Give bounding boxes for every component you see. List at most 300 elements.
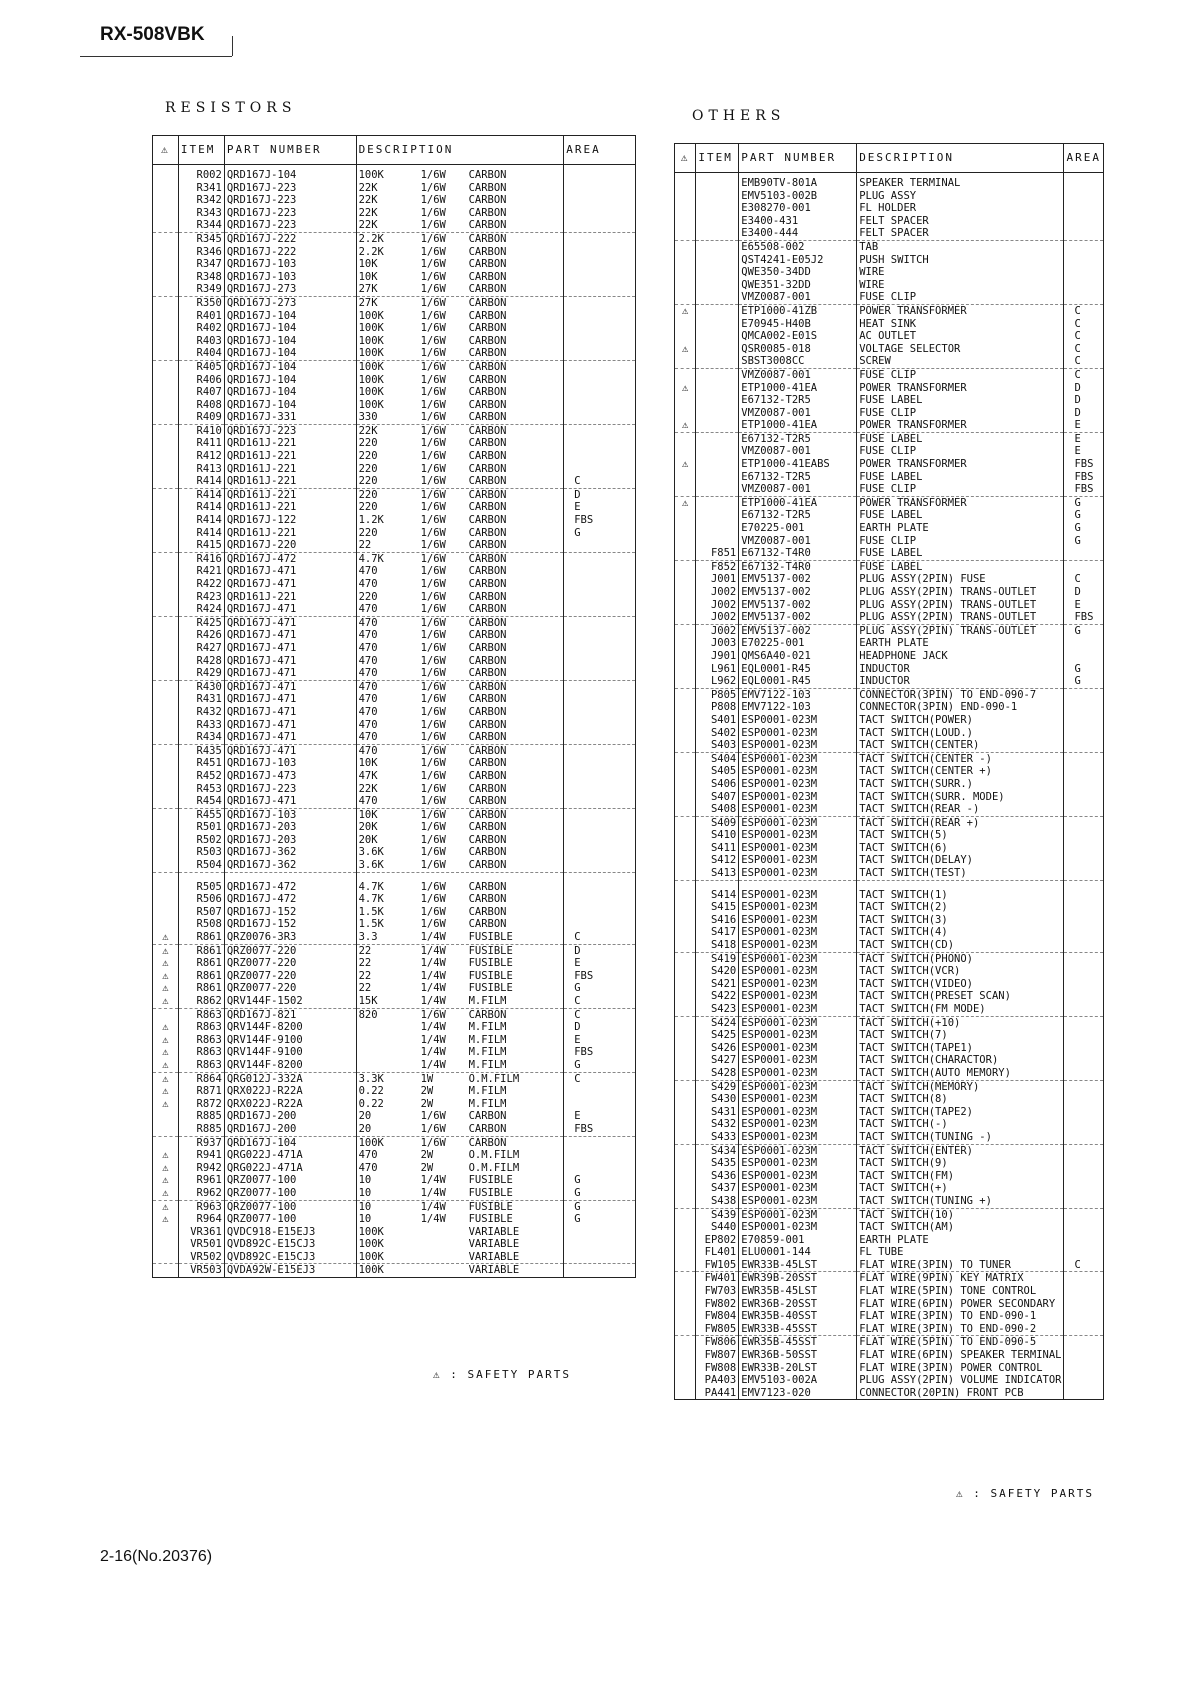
safety-mark [153, 744, 179, 757]
area-code [1064, 547, 1104, 560]
safety-mark [153, 424, 179, 437]
part-number: QRD167J-104 [224, 1136, 356, 1149]
part-number: QST4241-E05J2 [739, 254, 857, 267]
safety-mark [675, 611, 696, 624]
safety-mark [675, 1157, 696, 1170]
safety-mark [675, 1029, 696, 1042]
resistor-row [153, 859, 636, 872]
description: FLAT WIRE(5PIN) TONE CONTROL [857, 1285, 1064, 1298]
item-ref: S405 [696, 765, 739, 778]
safety-mark [153, 374, 179, 387]
part-number: QRD167J-471 [224, 616, 356, 629]
description [356, 565, 564, 578]
other-part-row [675, 778, 1104, 791]
description [356, 783, 564, 796]
safety-mark [675, 535, 696, 548]
part-number: E67132-T4R0 [739, 560, 857, 573]
item-ref: R504 [178, 859, 224, 872]
safety-mark [153, 821, 179, 834]
resistor-type: CARBON [468, 270, 507, 283]
area-code [1064, 1208, 1104, 1221]
resistor-row [153, 488, 636, 501]
description [356, 1098, 564, 1111]
area-code [564, 719, 636, 732]
description [356, 603, 564, 616]
safety-mark [153, 846, 179, 859]
description [356, 1072, 564, 1085]
item-ref: S432 [696, 1118, 739, 1131]
other-part-row [675, 1157, 1104, 1170]
item-ref: S410 [696, 829, 739, 842]
description [356, 310, 564, 323]
resistance-value: 0.22 [358, 1085, 384, 1098]
safety-mark [153, 1251, 179, 1264]
area-code: C [1064, 318, 1104, 331]
description: TACT SWITCH(PHONO) [857, 952, 1064, 965]
resistance-value: 4.7K [358, 893, 384, 906]
resistor-type: CARBON [468, 232, 507, 245]
resistor-row [153, 906, 636, 919]
resistor-type: FUSIBLE [468, 944, 513, 957]
description [356, 1264, 564, 1278]
part-number: QRV144F-8200 [224, 1021, 356, 1034]
resistor-row [153, 629, 636, 642]
item-ref [696, 419, 739, 432]
other-part-row [675, 254, 1104, 267]
safety-mark [675, 1298, 696, 1311]
area-code: FBS [564, 1123, 636, 1136]
other-part-row [675, 791, 1104, 804]
item-ref: S435 [696, 1157, 739, 1170]
safety-mark [153, 488, 179, 501]
safety-mark [675, 202, 696, 215]
safety-mark: ⚠ [162, 1046, 169, 1059]
resistance-value: 470 [358, 744, 378, 757]
safety-mark [153, 795, 179, 808]
part-number: ESP0001-023M [739, 1054, 857, 1067]
area-code: C [1064, 1259, 1104, 1272]
part-number: EMV7122-103 [739, 688, 857, 701]
resistor-row [153, 450, 636, 463]
description: TACT SWITCH(9) [857, 1157, 1064, 1170]
resistance-value: 220 [358, 437, 378, 450]
item-ref: R406 [178, 374, 224, 387]
part-number: QRD167J-471 [224, 731, 356, 744]
safety-mark [675, 1054, 696, 1067]
resistor-row [153, 411, 636, 424]
resistor-type: O.M.FILM [468, 1072, 520, 1085]
resistance-value: 22K [358, 206, 378, 219]
part-number: QRD167J-104 [224, 360, 356, 373]
wattage: 1/4W [420, 931, 446, 944]
item-ref: S403 [696, 739, 739, 752]
item-ref: FW805 [696, 1323, 739, 1336]
item-ref: FW401 [696, 1272, 739, 1285]
item-ref [696, 471, 739, 484]
part-number: QRD167J-103 [224, 808, 356, 821]
item-ref: R434 [178, 731, 224, 744]
wattage: 1/6W [420, 769, 446, 782]
description [356, 957, 564, 970]
wattage: 1/6W [420, 1110, 446, 1123]
header-area: AREA [1064, 144, 1104, 173]
part-number: QRZ0077-100 [224, 1213, 356, 1226]
resistor-type: CARBON [468, 905, 507, 918]
wattage: 1/6W [420, 219, 446, 232]
resistance-value: 100K [358, 398, 384, 411]
safety-mark [675, 1208, 696, 1221]
safety-mark [153, 165, 179, 182]
safety-mark: ⚠ [675, 419, 696, 432]
area-code [564, 731, 636, 744]
item-ref: S425 [696, 1029, 739, 1042]
resistor-type: CARBON [468, 373, 507, 386]
description [356, 335, 564, 348]
item-ref [696, 458, 739, 471]
part-number: VMZ0087-001 [739, 445, 857, 458]
description: FLAT WIRE(3PIN) TO TUNER [857, 1259, 1064, 1272]
other-part-row [675, 599, 1104, 612]
description: CONNECTOR(3PIN) END-090-1 [857, 701, 1064, 714]
item-ref [696, 382, 739, 395]
item-ref: L961 [696, 663, 739, 676]
wattage: 1/6W [420, 322, 446, 335]
resistance-value: 470 [358, 603, 378, 616]
part-number: QRD167J-203 [224, 834, 356, 847]
part-number: QRD167J-362 [224, 859, 356, 872]
item-ref [696, 355, 739, 368]
resistor-row [153, 970, 636, 983]
item-ref: R505 [178, 872, 224, 893]
safety-mark [675, 965, 696, 978]
area-code [564, 629, 636, 642]
description [356, 463, 564, 476]
description: TACT SWITCH(CENTER -) [857, 752, 1064, 765]
part-number: ESP0001-023M [739, 1118, 857, 1131]
area-code: G [564, 1200, 636, 1213]
description: TACT SWITCH(+) [857, 1182, 1064, 1195]
part-number: QVDA92W-E15EJ3 [224, 1264, 356, 1278]
safety-mark: ⚠ [682, 458, 689, 471]
area-code: D [1064, 586, 1104, 599]
description [356, 527, 564, 540]
part-number: E70945-H40B [739, 318, 857, 331]
part-number: QRD167J-471 [224, 744, 356, 757]
area-code [1064, 1221, 1104, 1234]
description [356, 424, 564, 437]
area-code [1064, 1336, 1104, 1349]
area-code [1064, 854, 1104, 867]
description: FUSE CLIP [857, 291, 1064, 304]
area-code [564, 693, 636, 706]
area-code: G [1064, 663, 1104, 676]
area-code: G [1064, 624, 1104, 637]
part-number: QRV144F-8200 [224, 1059, 356, 1072]
area-code [1064, 650, 1104, 663]
safety-mark [153, 706, 179, 719]
resistor-type: CARBON [468, 245, 507, 258]
description [356, 642, 564, 655]
resistor-row [153, 347, 636, 360]
resistor-type: CARBON [468, 616, 507, 629]
resistors-table [152, 135, 636, 1278]
item-ref: R506 [178, 893, 224, 906]
item-ref: S409 [696, 816, 739, 829]
safety-mark [675, 739, 696, 752]
resistor-type: M.FILM [468, 1058, 507, 1071]
part-number: EMB90TV-801A [739, 173, 857, 190]
item-ref: S416 [696, 914, 739, 927]
description [356, 411, 564, 424]
safety-mark [153, 667, 179, 680]
resistor-type: CARBON [468, 705, 507, 718]
part-number: ESP0001-023M [739, 765, 857, 778]
part-number: ESP0001-023M [739, 990, 857, 1003]
wattage: 1/6W [420, 808, 446, 821]
safety-mark [153, 834, 179, 847]
part-number: QRD167J-471 [224, 578, 356, 591]
area-code [564, 335, 636, 348]
item-ref: R454 [178, 795, 224, 808]
wattage: 1/6W [420, 693, 446, 706]
item-ref: J002 [696, 586, 739, 599]
item-ref: R885 [178, 1110, 224, 1123]
safety-mark [675, 1144, 696, 1157]
item-ref: S414 [696, 880, 739, 901]
safety-mark [153, 360, 179, 373]
wattage: 1/6W [420, 206, 446, 219]
other-part-row [675, 752, 1104, 765]
area-code [1064, 1349, 1104, 1362]
area-code: D [564, 488, 636, 501]
header-item: ITEM [696, 144, 739, 173]
area-code [564, 1264, 636, 1278]
resistor-row [153, 706, 636, 719]
resistor-type: CARBON [468, 603, 507, 616]
part-number: EMV5137-002 [739, 599, 857, 612]
description: TACT SWITCH(TUNING +) [857, 1195, 1064, 1208]
item-ref: R416 [178, 552, 224, 565]
description [356, 386, 564, 399]
part-number: ESP0001-023M [739, 829, 857, 842]
part-number: ESP0001-023M [739, 867, 857, 880]
area-code [564, 1226, 636, 1239]
resistor-type: CARBON [468, 424, 507, 437]
wattage: 1/4W [420, 1046, 446, 1059]
resistor-row [153, 1123, 636, 1136]
resistor-row [153, 655, 636, 668]
description [356, 437, 564, 450]
other-part-row [675, 215, 1104, 228]
resistance-value: 22 [358, 969, 372, 982]
wattage: 1/6W [420, 283, 446, 296]
item-ref: R429 [178, 667, 224, 680]
item-ref: S417 [696, 926, 739, 939]
safety-mark [153, 335, 179, 348]
area-code [1064, 279, 1104, 292]
area-code: G [564, 1174, 636, 1187]
wattage: 1/4W [420, 1174, 446, 1187]
other-part-row [675, 663, 1104, 676]
description: TACT SWITCH(REAR +) [857, 816, 1064, 829]
area-code [564, 386, 636, 399]
area-code [1064, 939, 1104, 952]
item-ref: R414 [178, 488, 224, 501]
description: TACT SWITCH(CD) [857, 939, 1064, 952]
part-number: ESP0001-023M [739, 739, 857, 752]
part-number: ESP0001-023M [739, 1195, 857, 1208]
other-part-row [675, 701, 1104, 714]
resistance-value: 100K [358, 1225, 384, 1238]
safety-mark [675, 471, 696, 484]
part-number: QRD167J-103 [224, 271, 356, 284]
part-number: QRZ0077-100 [224, 1187, 356, 1200]
item-ref [696, 279, 739, 292]
resistance-value: 100K [358, 386, 384, 399]
item-ref: R350 [178, 296, 224, 309]
part-number: QRD167J-223 [224, 219, 356, 232]
part-number: ESP0001-023M [739, 978, 857, 991]
area-code [564, 296, 636, 309]
resistance-value: 22K [358, 194, 378, 207]
safety-mark: ⚠ [162, 982, 169, 995]
resistor-row [153, 232, 636, 245]
other-part-row [675, 1298, 1104, 1311]
resistance-value [359, 1034, 421, 1047]
item-ref: R508 [178, 918, 224, 931]
resistor-type: CARBON [468, 194, 507, 207]
resistance-value: 470 [358, 795, 378, 808]
wattage: 1/6W [420, 411, 446, 424]
description [356, 918, 564, 931]
part-number: QRD167J-104 [224, 335, 356, 348]
item-ref: R345 [178, 232, 224, 245]
wattage: 1/6W [420, 270, 446, 283]
wattage [421, 1238, 469, 1251]
part-number: ESP0001-023M [739, 1029, 857, 1042]
part-number: EWR35B-40SST [739, 1310, 857, 1323]
item-ref [696, 215, 739, 228]
safety-mark [675, 1310, 696, 1323]
model-number: RX-508VBK [100, 24, 205, 45]
resistor-type: CARBON [468, 629, 507, 642]
safety-mark [153, 232, 179, 245]
resistor-type: CARBON [468, 501, 507, 514]
item-ref: VR502 [178, 1251, 224, 1264]
resistor-row [153, 995, 636, 1008]
area-code [1064, 829, 1104, 842]
wattage: 1/6W [420, 462, 446, 475]
description [356, 219, 564, 232]
other-part-row [675, 1387, 1104, 1400]
description: FUSE CLIP [857, 368, 1064, 381]
description: INDUCTOR [857, 675, 1064, 688]
safety-mark: ⚠ [153, 931, 179, 944]
item-ref: R430 [178, 680, 224, 693]
description [356, 552, 564, 565]
area-code [564, 258, 636, 271]
resistor-row [153, 893, 636, 906]
item-ref: R342 [178, 194, 224, 207]
part-number: QRZ0077-220 [224, 982, 356, 995]
description [356, 232, 564, 245]
part-number: QRX022J-R22A [224, 1085, 356, 1098]
resistor-row [153, 552, 636, 565]
item-ref: VR501 [178, 1238, 224, 1251]
resistor-type: FUSIBLE [468, 931, 513, 944]
item-ref [696, 240, 739, 253]
wattage: 1/6W [420, 641, 446, 654]
other-part-row [675, 688, 1104, 701]
header-description: DESCRIPTION [857, 144, 1064, 173]
description [356, 680, 564, 693]
description [356, 360, 564, 373]
item-ref: R964 [178, 1213, 224, 1226]
description [356, 194, 564, 207]
part-number: ESP0001-023M [739, 854, 857, 867]
resistor-type: CARBON [468, 296, 507, 309]
resistor-row [153, 1226, 636, 1239]
description: EARTH PLATE [857, 1234, 1064, 1247]
area-code: G [564, 982, 636, 995]
resistance-value: 3.3K [358, 1072, 384, 1085]
area-code: G [1064, 496, 1104, 509]
resistor-row [153, 501, 636, 514]
resistor-type: VARIABLE [468, 1238, 520, 1251]
others-table [674, 143, 1104, 1400]
area-code [1064, 215, 1104, 228]
area-code [1064, 688, 1104, 701]
other-part-row [675, 1323, 1104, 1336]
description [356, 1162, 564, 1175]
part-number: E67132-T2R5 [739, 509, 857, 522]
part-number: QRD167J-471 [224, 680, 356, 693]
item-ref: S401 [696, 714, 739, 727]
item-ref: R452 [178, 770, 224, 783]
part-number: ESP0001-023M [739, 778, 857, 791]
area-code [564, 347, 636, 360]
description: FELT SPACER [857, 215, 1064, 228]
resistor-type: CARBON [468, 782, 507, 795]
resistor-row [153, 693, 636, 706]
safety-mark [675, 318, 696, 331]
item-ref: S430 [696, 1093, 739, 1106]
wattage: 1/6W [420, 245, 446, 258]
resistance-value: 27K [358, 283, 378, 296]
description: FL HOLDER [857, 202, 1064, 215]
resistor-type: CARBON [468, 859, 507, 872]
resistor-type: CARBON [468, 757, 507, 770]
area-code [564, 322, 636, 335]
other-part-row [675, 611, 1104, 624]
part-number: QRD161J-221 [224, 488, 356, 501]
item-ref: R412 [178, 450, 224, 463]
safety-mark [675, 1221, 696, 1234]
description: TACT SWITCH(7) [857, 1029, 1064, 1042]
resistance-value: 470 [358, 705, 378, 718]
part-number: QRD167J-222 [224, 246, 356, 259]
item-ref: FW802 [696, 1298, 739, 1311]
resistance-value: 22 [358, 944, 372, 957]
item-ref: R503 [178, 846, 224, 859]
area-code [564, 616, 636, 629]
other-part-row [675, 1118, 1104, 1131]
resistor-type: M.FILM [468, 1097, 507, 1110]
other-part-row [675, 1054, 1104, 1067]
item-ref [696, 266, 739, 279]
resistor-row [153, 360, 636, 373]
part-number: QRD167J-223 [224, 783, 356, 796]
